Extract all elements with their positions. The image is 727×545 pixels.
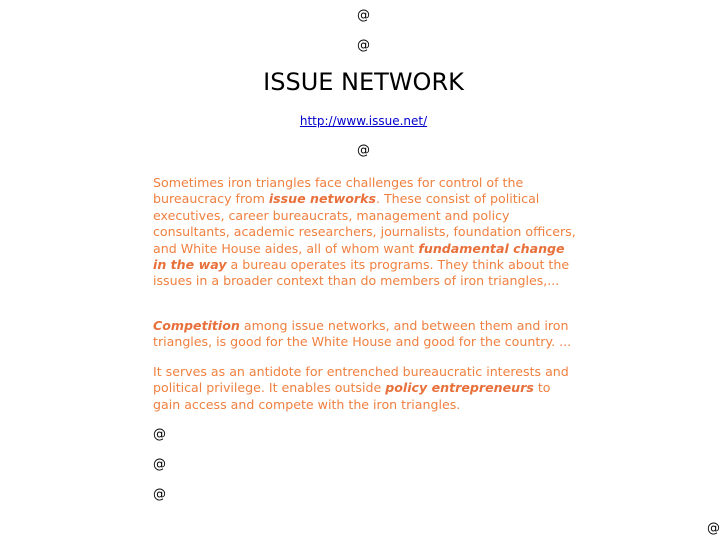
at-marker-under-url: @	[357, 143, 370, 158]
paragraph-antidote	[153, 364, 578, 413]
emphasis-policy-entrepreneurs: policy entrepreneurs	[385, 380, 534, 396]
at-marker-top-2: @	[357, 38, 370, 53]
at-marker-top-1: @	[357, 8, 370, 23]
url-line	[0, 113, 727, 129]
paragraph1-text-2: . These consist of political executives, career bureaucrats, management and policy consultants, academic researchers, journalists, foundation officers, and White House aides, all of whom want	[153, 191, 576, 256]
emphasis-competition: Competition	[153, 318, 240, 333]
site-link[interactable]: http://www.issue.net/	[299, 114, 428, 128]
at-marker-bottom-3: @	[153, 487, 166, 502]
paragraph-issue-networks	[153, 175, 578, 290]
paragraph1-text-1: Sometimes iron triangles face challenges for control of the bureaucracy from	[153, 175, 524, 207]
paragraph1-text-3: a bureau operates its programs. They think about the issues in a broader context than do members of iron triangles,...	[153, 257, 570, 289]
at-marker-corner: @	[707, 521, 720, 536]
paragraph2-text-1: among issue networks, and between them and iron triangles, is good for the White House and good for the country. ...	[153, 318, 572, 350]
paragraph3-text-1: It serves as an antidote for entrenched bureaucratic interests and political privilege. It enables outside	[153, 364, 569, 396]
paragraph3-text-2: to gain access and compete with the iron triangles.	[153, 380, 551, 412]
page-title: ISSUE NETWORK	[263, 68, 464, 96]
paragraph-competition	[153, 318, 578, 351]
emphasis-issue-networks: issue networks	[268, 191, 376, 207]
at-marker-bottom-2: @	[153, 457, 166, 472]
at-marker-bottom-1: @	[153, 427, 166, 442]
emphasis-fundamental-change: fundamental change in the way	[153, 240, 565, 273]
